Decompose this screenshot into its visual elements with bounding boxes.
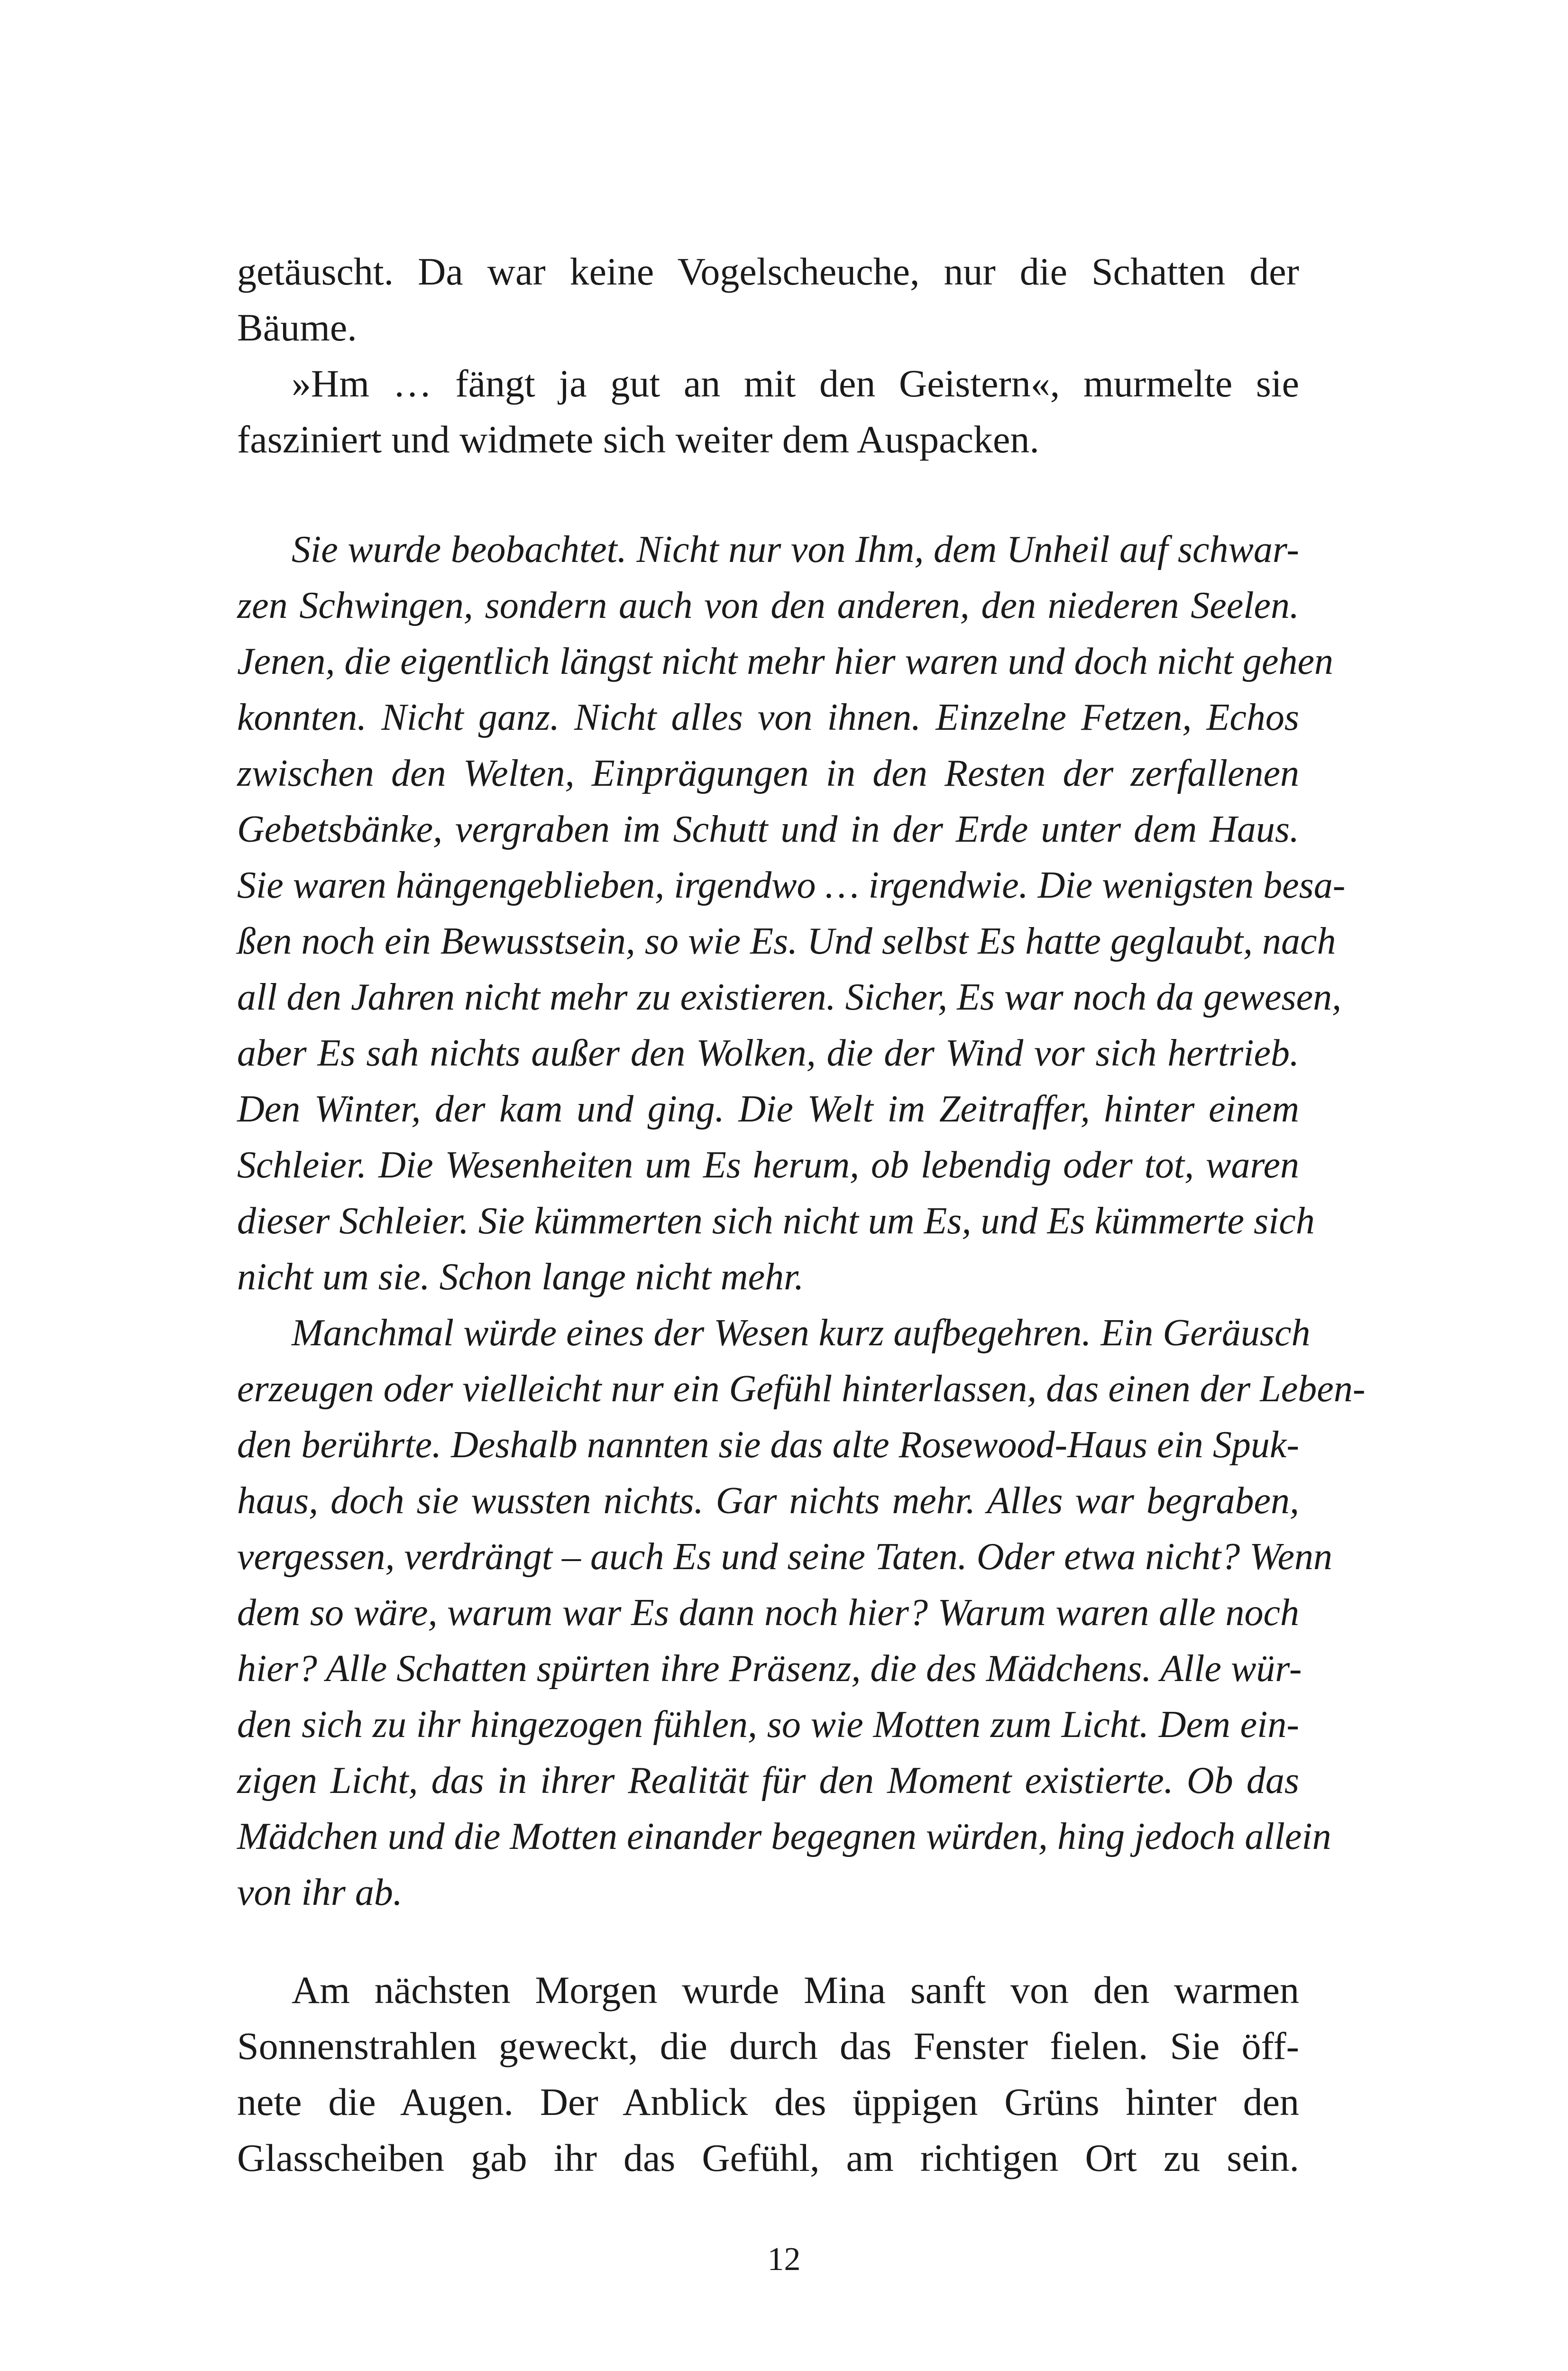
text-line: vergessen, verdrängt – auch Es und seine Taten. Oder etwa nicht? Wenn	[237, 1536, 1333, 1578]
text-line: zwischen den Welten, Einprägungen in den Resten der zerfallenen	[237, 753, 1299, 794]
text-line: Glasscheiben gab ihr das Gefühl, am richtigen Ort zu sein.	[237, 2136, 1299, 2179]
text-line: zigen Licht, das in ihrer Realität für den Moment existierte. Ob das	[237, 1760, 1299, 1801]
text-line: »Hm … fängt ja gut an mit den Geistern«, murmelte sie	[292, 362, 1299, 405]
paragraph-block-upright-2	[237, 1962, 1299, 2186]
text-line: Bäume.	[237, 306, 357, 349]
text-line: ßen noch ein Bewusstsein, so wie Es. Und selbst Es hatte geglaubt, nach	[237, 920, 1336, 962]
text-line: zen Schwingen, sondern auch von den anderen, den niederen Seelen.	[237, 585, 1299, 626]
text-line: Schleier. Die Wesenheiten um Es herum, ob lebendig oder tot, waren	[237, 1144, 1299, 1186]
text-line: den berührte. Deshalb nannten sie das alte Rosewood-Haus ein Spuk-	[237, 1424, 1299, 1466]
text-line: Den Winter, der kam und ging. Die Welt im Zeitraffer, hinter einem	[237, 1088, 1299, 1130]
text-line: nete die Augen. Der Anblick des üppigen Grüns hinter den	[237, 2080, 1299, 2123]
text-line: hier? Alle Schatten spürten ihre Präsenz, die des Mädchens. Alle wür-	[237, 1648, 1302, 1690]
text-line: nicht um sie. Schon lange nicht mehr.	[237, 1256, 804, 1298]
text-line: Mädchen und die Motten einander begegnen würden, hing jedoch allein	[237, 1816, 1331, 1857]
text-line: haus, doch sie wussten nichts. Gar nichts mehr. Alles war begraben,	[237, 1480, 1299, 1522]
text-line: dem so wäre, warum war Es dann noch hier? Warum waren alle noch	[237, 1592, 1299, 1634]
text-line: getäuscht. Da war keine Vogelscheuche, nur die Schatten der	[237, 250, 1299, 293]
text-line: Sie waren hängengeblieben, irgendwo … irgendwie. Die wenigsten besa-	[237, 864, 1346, 906]
text-line: Jenen, die eigentlich längst nicht mehr hier waren und doch nicht gehen	[237, 641, 1334, 682]
text-line: Sonnenstrahlen geweckt, die durch das Fenster fielen. Sie öff-	[237, 2024, 1299, 2068]
text-line: konnten. Nicht ganz. Nicht alles von ihnen. Einzelne Fetzen, Echos	[237, 697, 1299, 738]
text-line: von ihr ab.	[237, 1872, 403, 1913]
italic-interlude-block	[237, 522, 1366, 1921]
page-number: 12	[767, 2241, 801, 2278]
paragraph-block-upright-1	[237, 244, 1299, 468]
text-line: aber Es sah nichts außer den Wolken, die der Wind vor sich hertrieb.	[237, 1032, 1299, 1074]
text-line: fasziniert und widmete sich weiter dem Auspacken.	[237, 418, 1039, 461]
text-line: all den Jahren nicht mehr zu existieren. Sicher, Es war noch da gewesen,	[237, 976, 1342, 1018]
text-line: Manchmal würde eines der Wesen kurz aufbegehren. Ein Geräusch	[292, 1312, 1311, 1354]
text-line: den sich zu ihr hingezogen fühlen, so wie Motten zum Licht. Dem ein-	[237, 1704, 1299, 1746]
text-line: Gebetsbänke, vergraben im Schutt und in der Erde unter dem Haus.	[237, 809, 1299, 850]
text-line: Am nächsten Morgen wurde Mina sanft von den warmen	[292, 1968, 1299, 2012]
text-line: Sie wurde beobachtet. Nicht nur von Ihm, dem Unheil auf schwar-	[292, 529, 1299, 570]
text-line: dieser Schleier. Sie kümmerten sich nicht um Es, und Es kümmerte sich	[237, 1200, 1315, 1242]
text-line: erzeugen oder vielleicht nur ein Gefühl hinterlassen, das einen der Leben-	[237, 1368, 1366, 1410]
